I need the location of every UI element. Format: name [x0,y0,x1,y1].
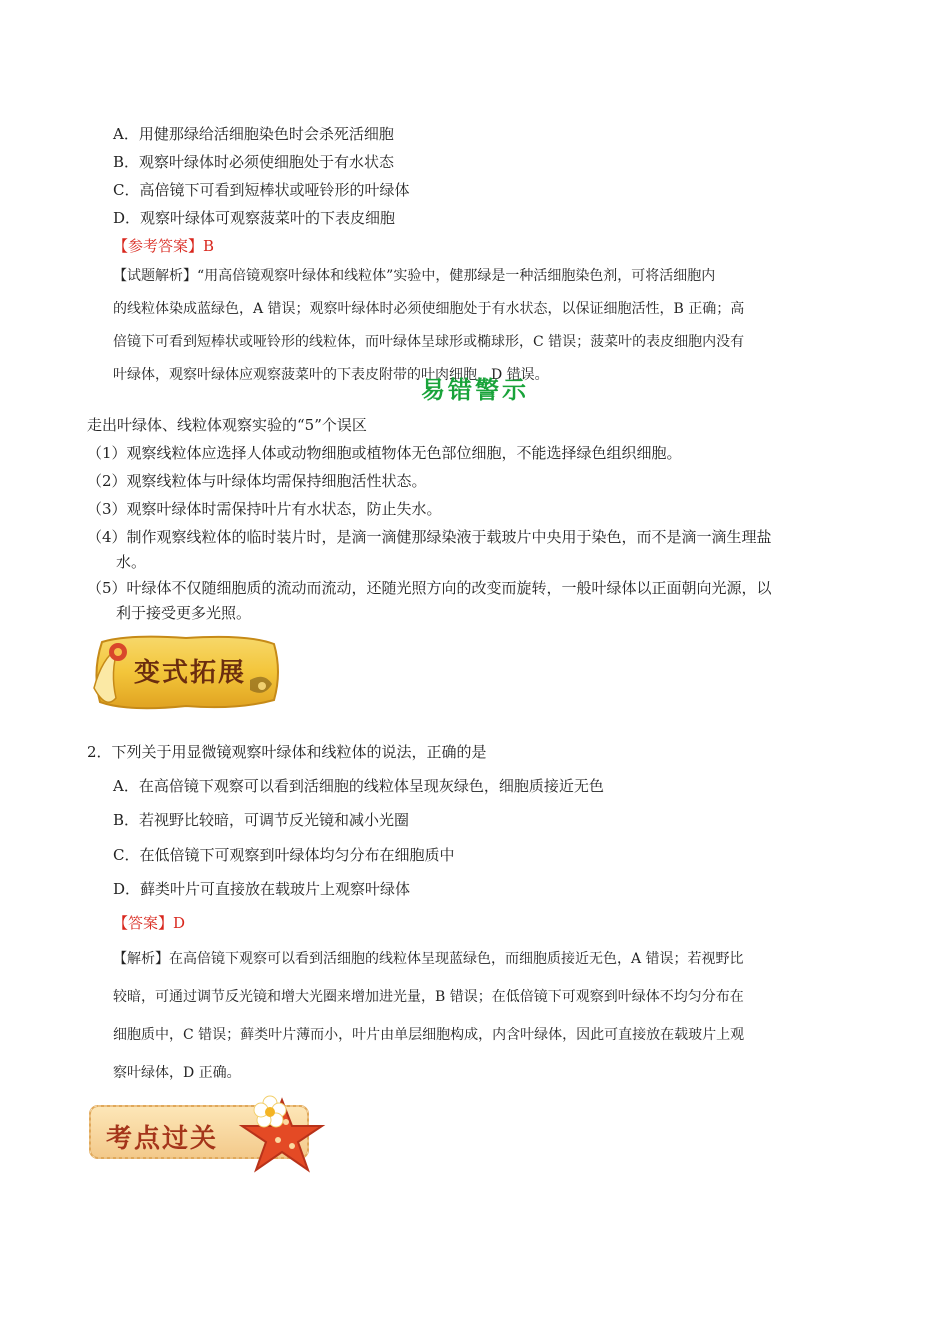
q1-answer-value: B [203,237,215,255]
checkpoint-label: 考点过关 [106,1124,219,1154]
q1-answer [113,236,214,256]
q2-option-b: B．若视野比较暗，可调节反光镜和减小光圈 [113,811,410,829]
q2-answer [113,913,185,933]
q2-answer-value: D [173,914,186,932]
q1-explain-line: 倍镜下可看到短棒状或哑铃形的线粒体，而叶绿体呈球形或椭球形，C 错误；菠菜叶的表皮细胞内没有 [113,334,745,350]
q1-explain-line: 叶绿体，观察叶绿体应观察菠菜叶的下表皮附带的叶肉细胞，D 错误。 [113,367,549,383]
q1-explain-line: 【试题解析】“用高倍镜观察叶绿体和线粒体”实验中，健那绿是一种活细胞染色剂，可将活细胞内 [113,268,716,284]
q2-stem: 2．下列关于用显微镜观察叶绿体和线粒体的说法，正确的是 [87,743,487,761]
q2-option-d: D．藓类叶片可直接放在载玻片上观察叶绿体 [113,880,411,898]
q1-explain-line: 的线粒体染成蓝绿色，A 错误；观察叶绿体时必须使细胞处于有水状态，以保证细胞活性，B 正确；高 [113,301,745,317]
warning-item-5: （5）叶绿体不仅随细胞质的流动而流动，还随光照方向的改变而旋转，一般叶绿体以正面朝向光源，以 [87,579,772,597]
warning-item-3: （3）观察叶绿体时需保持叶片有水状态，防止失水。 [87,500,442,518]
checkpoint-banner [86,1090,336,1174]
q1-option-c: C．高倍镜下可看到短棒状或哑铃形的叶绿体 [113,181,410,199]
q2-explain-line: 【解析】在高倍镜下观察可以看到活细胞的线粒体呈现蓝绿色，而细胞质接近无色，A 错误；若视野比 [113,951,744,967]
q2-option-c: C．在低倍镜下可观察到叶绿体均匀分布在细胞质中 [113,846,455,864]
q1-answer-label: 【参考答案】 [113,237,204,255]
warning-item-4-cont: 水。 [116,553,147,571]
warning-intro: 走出叶绿体、线粒体观察实验的“5”个误区 [87,416,367,434]
variant-extension-label: 变式拓展 [134,658,247,688]
warning-heading: 易错警示 [421,376,529,404]
q2-explain-line: 察叶绿体，D 正确。 [113,1065,241,1081]
warning-item-5-cont: 利于接受更多光照。 [116,604,252,622]
q2-option-a: A．在高倍镜下观察可以看到活细胞的线粒体呈现灰绿色，细胞质接近无色 [113,777,604,795]
q1-option-d: D．观察叶绿体可观察菠菜叶的下表皮细胞 [113,209,396,227]
q2-explanation [113,940,865,1092]
warning-item-4: （4）制作观察线粒体的临时装片时，是滴一滴健那绿染液于载玻片中央用于染色，而不是滴一滴生理盐 [87,528,772,546]
variant-extension-banner [88,628,284,716]
q2-explain-line: 较暗，可通过调节反光镜和增大光圈来增加进光量，B 错误；在低倍镜下可观察到叶绿体不均匀分布在 [113,989,744,1005]
q2-answer-label: 【答案】 [113,914,174,932]
warning-item-1: （1）观察线粒体应选择人体或动物细胞或植物体无色部位细胞，不能选择绿色组织细胞。 [87,444,682,462]
q1-option-b: B．观察叶绿体时必须使细胞处于有水状态 [113,153,395,171]
q2-explain-line: 细胞质中，C 错误；藓类叶片薄而小，叶片由单层细胞构成，内含叶绿体，因此可直接放在载玻片上观 [113,1027,745,1043]
warning-item-2: （2）观察线粒体与叶绿体均需保持细胞活性状态。 [87,472,427,490]
q1-option-a: A．用健那绿给活细胞染色时会杀死活细胞 [113,125,394,143]
